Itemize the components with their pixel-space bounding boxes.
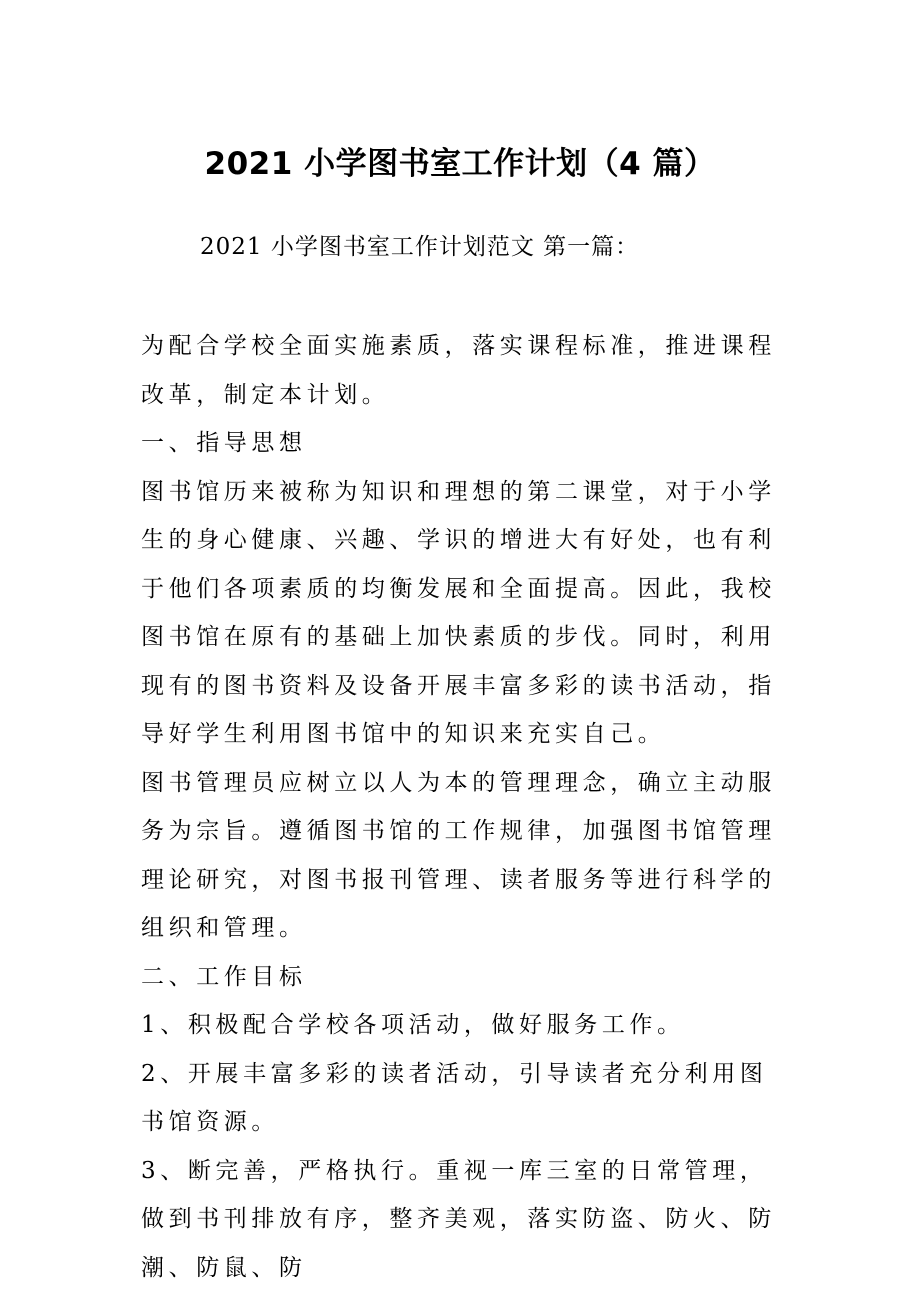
goal-item-1: 1、积极配合学校各项活动，做好服务工作。 bbox=[141, 1012, 685, 1038]
section-heading-guiding-ideology: 一、指导思想 bbox=[141, 430, 307, 456]
document-body bbox=[141, 322, 786, 1292]
section-heading-work-goals: 二、工作目标 bbox=[141, 963, 307, 990]
goal-item-3: 3、断完善，严格执行。重视一库三室的日常管理，做到书刊排放有序，整齐美观，落实防盗、防火、防潮、防鼠、防 bbox=[141, 1157, 776, 1281]
paragraph-intro: 为配合学校全面实施素质，落实课程标准，推进课程改革，制定本计划。 bbox=[141, 333, 776, 408]
paragraph-library-role: 图书馆历来被称为知识和理想的第二课堂，对于小学生的身心健康、兴趣、学识的增进大有好处，也有利于他们各项素质的均衡发展和全面提高。因此，我校图书馆在原有的基础上加快素质的步伐。同时，利用现有的图书资料及设备开展丰富多彩的读书活动，指导好学生利用图书馆中的知识来充实自己。 bbox=[141, 478, 776, 747]
goal-item-2: 2、开展丰富多彩的读者活动，引导读者充分利用图书馆资源。 bbox=[141, 1060, 768, 1135]
paragraph-librarian-principles: 图书管理员应树立以人为本的管理理念，确立主动服务为宗旨。遵循图书馆的工作规律，加强图书馆管理理论研究，对图书报刊管理、读者服务等进行科学的组织和管理。 bbox=[141, 769, 776, 941]
document-title: 2021 小学图书室工作计划（4 篇） bbox=[204, 146, 716, 182]
document-subtitle: 2021 小学图书室工作计划范文 第一篇： bbox=[200, 234, 640, 260]
